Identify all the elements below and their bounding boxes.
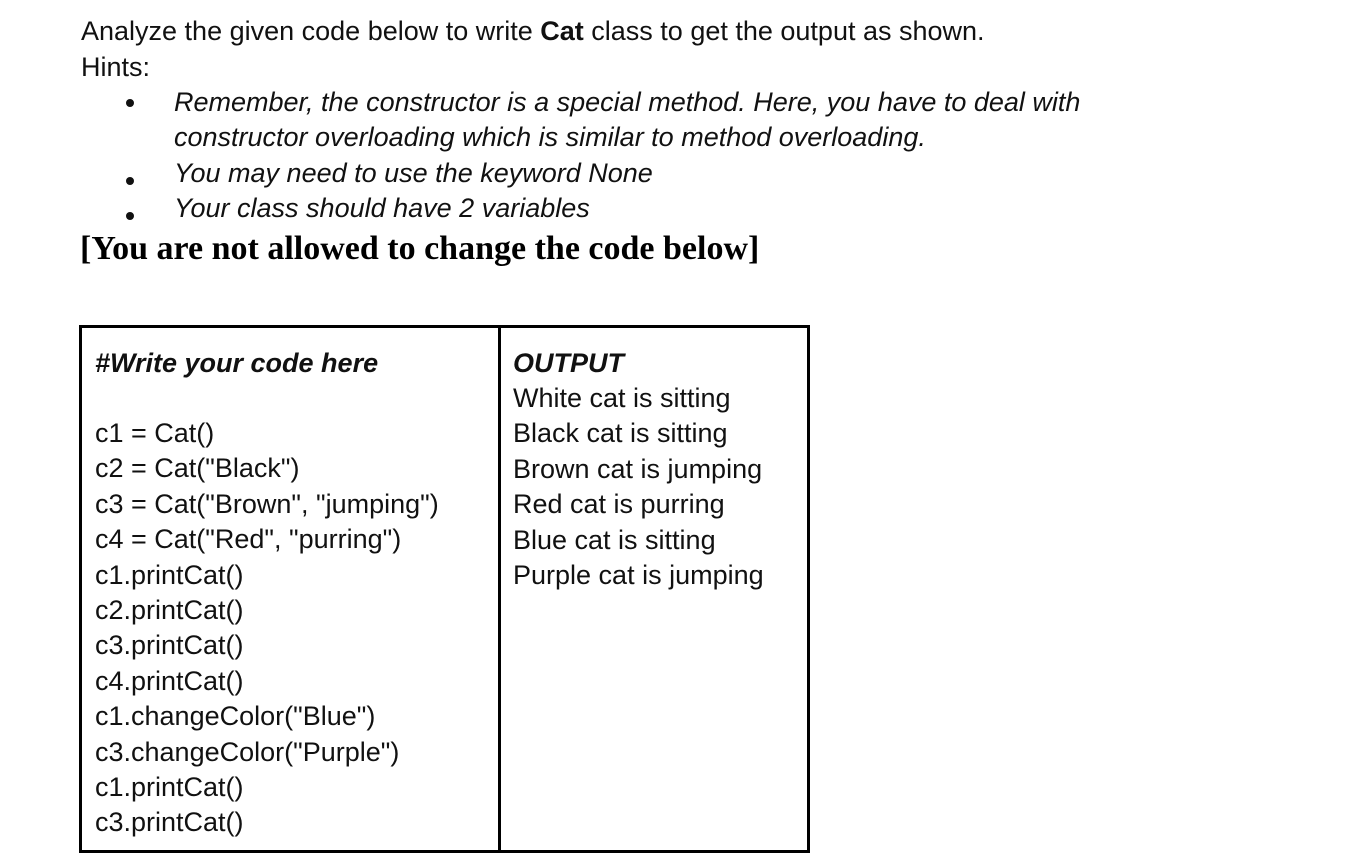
hint-item-constructor xyxy=(174,85,1080,155)
bullet-dot xyxy=(126,99,134,107)
output-line: Purple cat is jumping xyxy=(513,560,764,591)
hint-line: Remember, the constructor is a special method. Here, you have to deal with xyxy=(174,87,1081,117)
hint-item-none-keyword xyxy=(174,156,653,191)
output-listing xyxy=(513,381,764,593)
instruction-text-end: class to get the output as shown. xyxy=(583,16,985,46)
output-column-header: OUTPUT xyxy=(513,348,624,378)
instruction-text xyxy=(81,13,985,49)
hint-line: Your class should have 2 variables xyxy=(174,193,590,223)
rule-note: [You are not allowed to change the code below] xyxy=(80,230,760,267)
code-line: c1 = Cat() xyxy=(95,418,215,448)
table-column-divider xyxy=(498,328,501,850)
code-line: c3.changeColor("Purple") xyxy=(95,736,400,767)
code-line: c3 = Cat("Brown", "jumping") xyxy=(95,488,439,519)
hint-line: constructor overloading which is similar to method overloading. xyxy=(174,122,926,152)
output-line: White cat is sitting xyxy=(513,383,731,413)
output-line: Black cat is sitting xyxy=(513,418,728,449)
bullet-dot xyxy=(126,177,134,185)
code-line: c1.changeColor("Blue") xyxy=(95,701,376,732)
output-line: Red cat is purring xyxy=(513,489,725,520)
code-line: c4 = Cat("Red", "purring") xyxy=(95,524,402,555)
code-listing xyxy=(95,416,439,841)
code-line: c2 = Cat("Black") xyxy=(95,453,300,484)
output-line: Brown cat is jumping xyxy=(513,453,763,484)
instruction-class-name: Cat xyxy=(540,16,584,46)
code-line: c1.printCat() xyxy=(95,559,244,590)
code-output-table xyxy=(79,325,810,853)
code-column-header: #Write your code here xyxy=(95,348,379,378)
hint-line: You may need to use the keyword None xyxy=(174,158,653,188)
hints-label: Hints: xyxy=(81,52,151,82)
output-line: Blue cat is sitting xyxy=(513,524,716,555)
code-line: c1.printCat() xyxy=(95,772,244,803)
code-line: c3.printCat() xyxy=(95,807,244,838)
code-line: c2.printCat() xyxy=(95,595,244,626)
bullet-dot xyxy=(126,212,134,220)
code-line: c4.printCat() xyxy=(95,665,244,696)
instruction-text-start: Analyze the given code below to write xyxy=(81,16,541,46)
hint-item-variables xyxy=(174,191,590,226)
code-line: c3.printCat() xyxy=(95,630,244,661)
